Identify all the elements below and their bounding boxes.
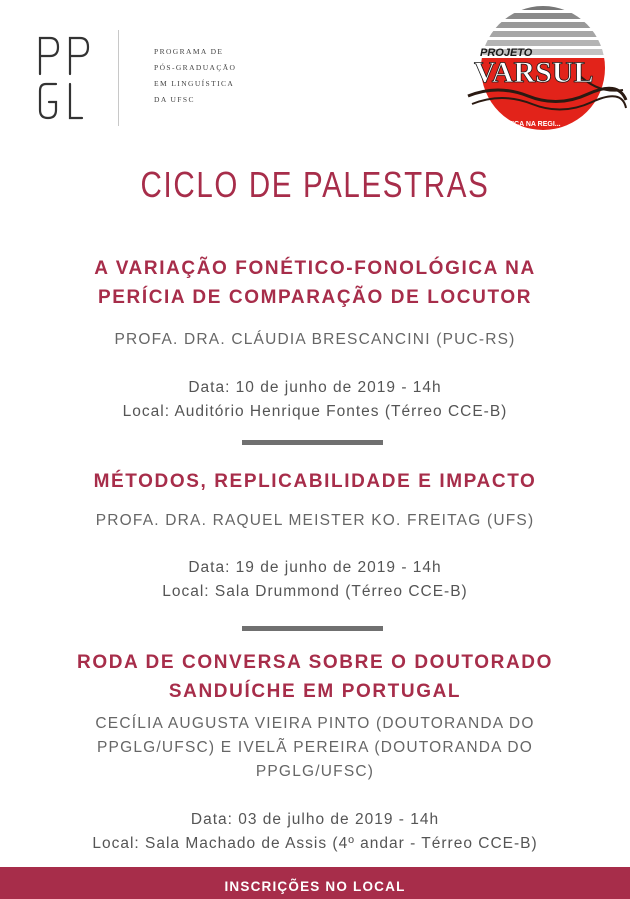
talk-title-line: PERÍCIA DE COMPARAÇÃO DE LOCUTOR (97, 287, 533, 308)
talk-speaker (0, 712, 630, 784)
program-name (154, 44, 264, 108)
talk-title (0, 467, 630, 496)
talk-info (0, 808, 630, 856)
talk-info (0, 376, 630, 424)
talk-title-line: MÉTODOS, REPLICABILIDADE E IMPACTO (93, 471, 537, 492)
talk-date: Data: 10 de junho de 2019 - 14h (188, 379, 442, 396)
section-separator (242, 626, 383, 631)
varsul-logo (458, 4, 628, 132)
talk-title (0, 254, 630, 312)
talk-speaker (0, 509, 630, 533)
talk-title (0, 648, 630, 706)
talk-title-line: RODA DE CONVERSA SOBRE O DOUTORADO (77, 652, 553, 673)
talk-location: Local: Sala Machado de Assis (4º andar - Térreo CCE-B) (92, 835, 538, 852)
talk-date: Data: 19 de junho de 2019 - 14h (188, 559, 442, 576)
speaker-line: PPGLG/UFSC) (255, 763, 375, 780)
talk-info (0, 556, 630, 604)
header-divider (118, 30, 119, 126)
program-line: DA UFSC (154, 95, 195, 104)
talk-title-line: A VARIAÇÃO FONÉTICO-FONOLÓGICA NA (94, 258, 536, 279)
page-title: CICLO DE PALESTRAS (140, 164, 490, 205)
program-line: PROGRAMA DE (154, 47, 224, 56)
program-line: EM LINGUÍSTICA (154, 79, 235, 88)
program-line: PÓS-GRADUAÇÃO (154, 63, 237, 72)
talk-date: Data: 03 de julho de 2019 - 14h (190, 811, 440, 828)
speaker-line: CECÍLIA AUGUSTA VIEIRA PINTO (DOUTORANDA DO (95, 715, 535, 732)
talk-speaker (0, 328, 630, 352)
varsul-top-label: PROJETO (480, 47, 533, 59)
speaker-line: PROFA. DRA. CLÁUDIA BRESCANCINI (PUC-RS) (114, 331, 516, 348)
section-separator (242, 440, 383, 445)
talk-title-line: SANDUÍCHE EM PORTUGAL (168, 681, 462, 702)
ppgl-logo (36, 34, 96, 124)
footer-banner: INSCRIÇÕES NO LOCAL (0, 867, 630, 899)
talk-location: Local: Sala Drummond (Térreo CCE-B) (162, 583, 468, 600)
varsul-bottom-label: ...TICA NA REGI... (502, 121, 561, 128)
speaker-line: PROFA. DRA. RAQUEL MEISTER KO. FREITAG (UFS) (95, 512, 535, 529)
speaker-line: PPGLG/UFSC) E IVELÃ PEREIRA (DOUTORANDA DO (97, 739, 533, 756)
varsul-main-label: VARSUL (474, 56, 594, 89)
talk-location: Local: Auditório Henrique Fontes (Térreo CCE-B) (122, 403, 508, 420)
